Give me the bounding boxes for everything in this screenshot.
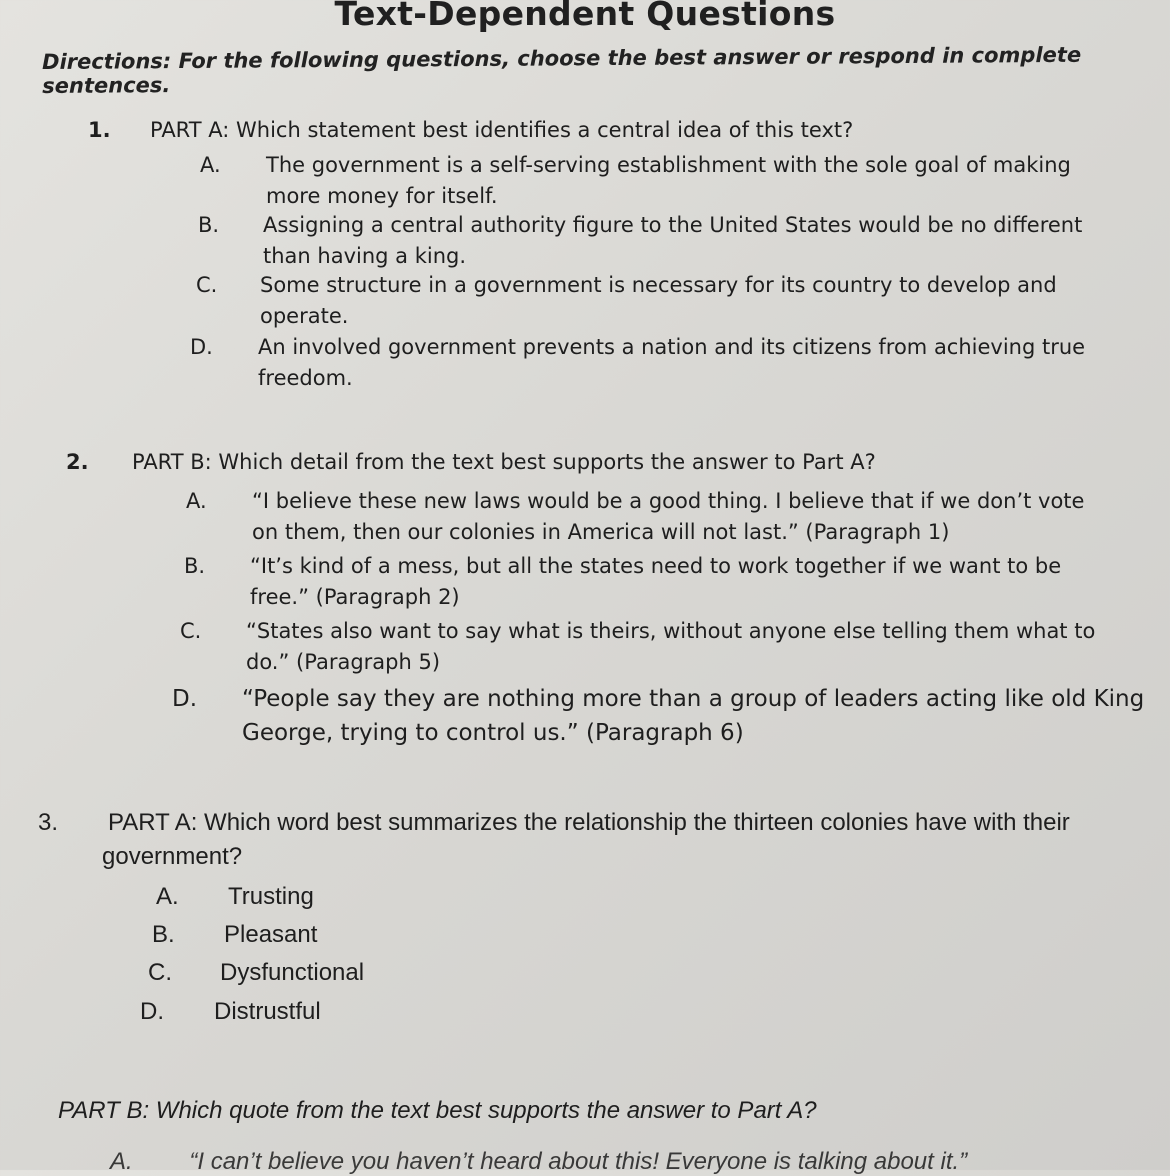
part-b-question: PART B: Which quote from the text best supports the answer to Part A? xyxy=(58,1097,817,1124)
cut-off-option[interactable] xyxy=(110,1148,967,1176)
option-label: C. xyxy=(148,959,172,986)
option-text: Trusting xyxy=(228,883,314,910)
option-label: D. xyxy=(172,686,198,712)
option-text: “I can’t believe you haven’t heard about this! Everyone is talking about it.” xyxy=(189,1148,968,1175)
question-number: 3. xyxy=(38,809,59,836)
option-label: B. xyxy=(198,213,220,237)
option-text-line: Assigning a central authority figure to the United States would be no different xyxy=(263,213,1083,237)
question-text: PART A: Which statement best identifies a central idea of this text? xyxy=(150,118,854,142)
option-text: Distrustful xyxy=(214,998,321,1025)
option-text-line: operate. xyxy=(260,304,349,328)
option-text-line: free.” (Paragraph 2) xyxy=(250,585,460,609)
directions-text: Directions: For the following questions, choose the best answer or respond in complete sentences. xyxy=(42,42,1082,98)
question-text: PART B: Which detail from the text best supports the answer to Part A? xyxy=(132,450,876,474)
option-text-line: do.” (Paragraph 5) xyxy=(246,650,441,674)
option-label: A. xyxy=(186,489,207,513)
option-label: C. xyxy=(180,619,202,643)
question-number: 2. xyxy=(66,450,89,474)
option-label: A. xyxy=(200,153,221,177)
page-title: Text-Dependent Questions xyxy=(334,0,836,33)
option-text-line: The government is a self-serving establishment with the sole goal of making xyxy=(266,153,1071,177)
option-text-line: “I believe these new laws would be a good thing. I believe that if we don’t vote xyxy=(252,489,1085,513)
option-text-line: “States also want to say what is theirs, without anyone else telling them what to xyxy=(246,619,1096,643)
option-label: A. xyxy=(110,1148,133,1175)
option-label: A. xyxy=(156,883,179,910)
option-text-line: than having a king. xyxy=(263,244,467,268)
question-text: PART A: Which word best summarizes the relationship the thirteen colonies have with their xyxy=(108,809,1070,836)
option-text: Dysfunctional xyxy=(220,959,365,986)
option-label: D. xyxy=(140,998,164,1025)
question-number: 1. xyxy=(88,118,111,142)
option-label: C. xyxy=(196,273,218,297)
option-text-line: “People say they are nothing more than a group of leaders acting like old King xyxy=(242,686,1145,712)
option-text-line: An involved government prevents a nation and its citizens from achieving true xyxy=(258,335,1086,359)
option-text-line: “It’s kind of a mess, but all the states need to work together if we want to be xyxy=(250,554,1062,578)
option-label: D. xyxy=(190,335,213,359)
option-text-line: more money for itself. xyxy=(266,184,498,208)
question-text: government? xyxy=(102,843,243,870)
option-text: Pleasant xyxy=(224,921,318,948)
option-text-line: Some structure in a government is necessary for its country to develop and xyxy=(260,273,1057,297)
option-text-line: on them, then our colonies in America will not last.” (Paragraph 1) xyxy=(252,520,950,544)
option-label: B. xyxy=(152,921,175,948)
option-text-line: George, trying to control us.” (Paragraph 6) xyxy=(242,720,744,746)
option-text-line: freedom. xyxy=(258,366,353,390)
option-label: B. xyxy=(184,554,206,578)
